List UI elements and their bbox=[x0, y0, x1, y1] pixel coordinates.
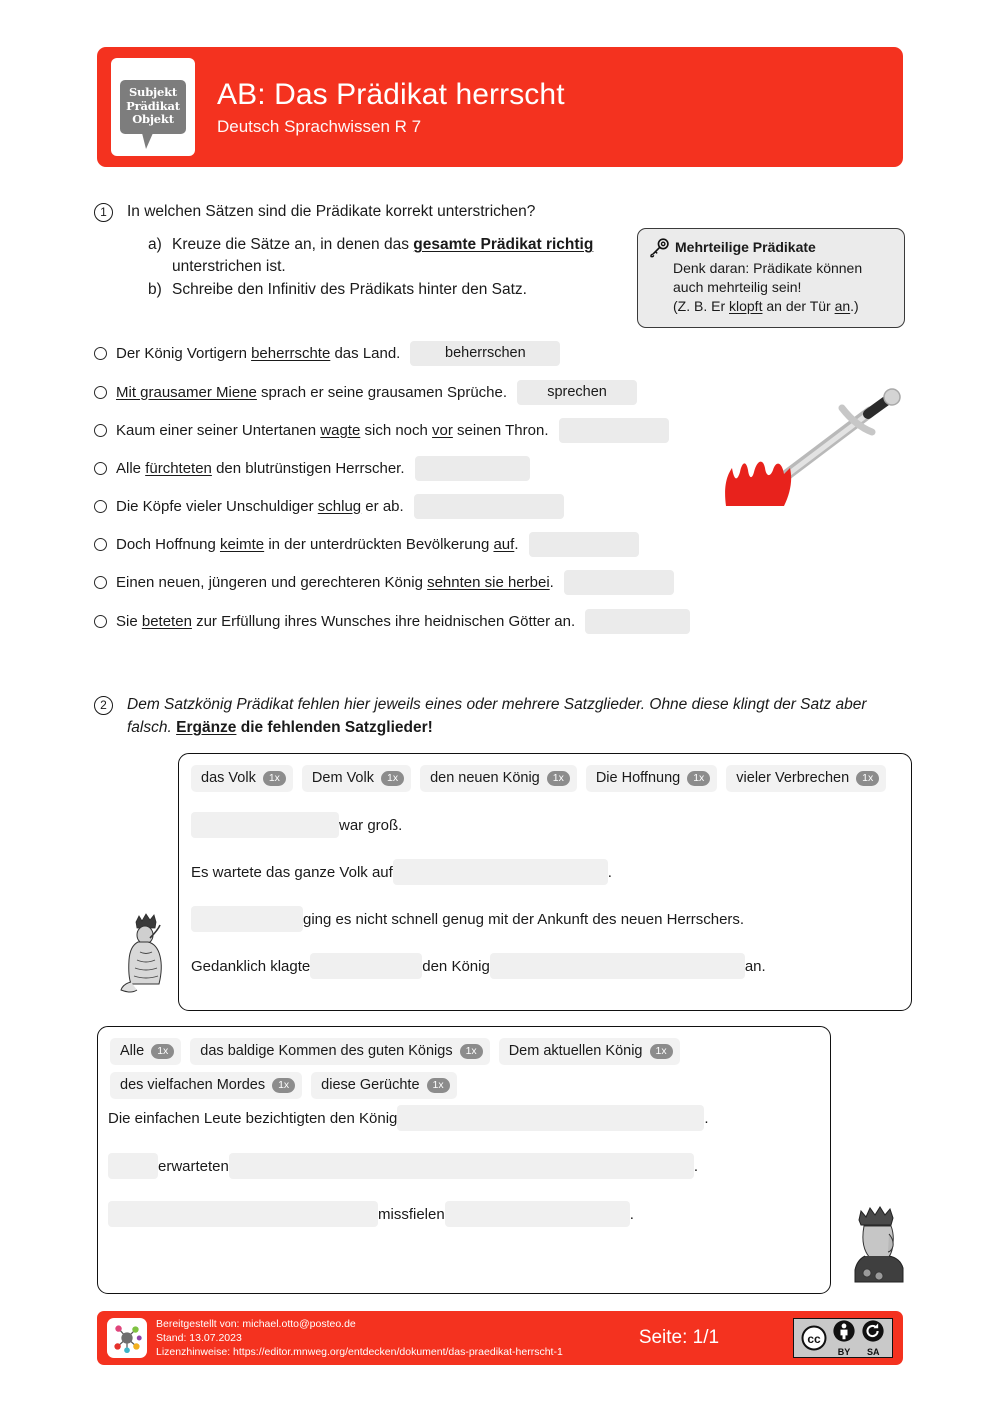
drop-target-gap[interactable] bbox=[393, 859, 608, 885]
speech-bubble-icon bbox=[120, 80, 186, 134]
kneeling-king-illustration bbox=[112, 908, 182, 1003]
hint-header bbox=[649, 238, 893, 258]
gap-sentence bbox=[191, 906, 744, 932]
word-chip[interactable] bbox=[420, 765, 577, 792]
sentence-row bbox=[94, 570, 674, 595]
gap-sentence-text: . bbox=[629, 1205, 634, 1223]
bloody-sword-illustration bbox=[718, 388, 908, 508]
svg-text:cc: cc bbox=[806, 1332, 821, 1346]
hint-l3-post: .) bbox=[850, 298, 859, 314]
word-chip[interactable] bbox=[302, 765, 411, 792]
infinitive-answer-field[interactable] bbox=[415, 456, 530, 481]
hint-l3-mid: an der Tür bbox=[762, 298, 835, 314]
task-1a-pre: Kreuze die Sätze an, in denen das bbox=[172, 236, 414, 253]
footer-page-number: Seite: 1/1 bbox=[638, 1327, 720, 1348]
footer-date: Stand: 13.07.2023 bbox=[156, 1332, 242, 1344]
word-chip-label: das baldige Kommen des guten Königs bbox=[200, 1043, 453, 1059]
word-chip-label: des vielfachen Mordes bbox=[120, 1077, 266, 1093]
word-chip-label: das Volk bbox=[201, 770, 256, 786]
sentence-row bbox=[94, 341, 560, 366]
infinitive-answer-field[interactable] bbox=[585, 609, 690, 634]
sentence-row bbox=[94, 532, 639, 557]
infinitive-answer-field[interactable] bbox=[564, 570, 674, 595]
share-alike-icon bbox=[861, 1319, 885, 1343]
hint-l3-u2: an bbox=[834, 298, 851, 314]
sentence-row bbox=[94, 380, 637, 405]
drop-target-gap[interactable] bbox=[229, 1153, 694, 1179]
gap-sentence bbox=[108, 1153, 698, 1179]
page-title: AB: Das Prädikat herrscht bbox=[217, 77, 565, 111]
word-chip-count: 1x bbox=[151, 1044, 174, 1059]
gap-sentence bbox=[191, 812, 402, 838]
sentence-text: Sie beteten zur Erfüllung ihres Wunsches ihre heidnischen Götter an. bbox=[116, 612, 576, 630]
sentence-checkbox[interactable] bbox=[94, 424, 107, 437]
hint-l3-pre: (Z. B. Er bbox=[673, 298, 729, 314]
sentence-row bbox=[94, 494, 564, 519]
gap-sentence-text: . bbox=[607, 863, 612, 881]
word-chip[interactable] bbox=[110, 1072, 302, 1099]
sentence-row bbox=[94, 456, 530, 481]
cc-icon bbox=[801, 1325, 827, 1351]
footer-license-link[interactable]: Lizenzhinweise: https://editor.mnweg.org/entdecken/dokument/das-praedikat-herrscht-1 bbox=[156, 1346, 563, 1358]
infinitive-answer-field[interactable] bbox=[414, 494, 564, 519]
task-1b-letter: b) bbox=[148, 281, 162, 298]
word-chip-label: Dem Volk bbox=[311, 770, 374, 786]
word-chip-count: 1x bbox=[427, 1078, 450, 1093]
hint-line-2: auch mehrteilig sein! bbox=[673, 279, 802, 295]
sentence-checkbox[interactable] bbox=[94, 386, 107, 399]
word-chip[interactable] bbox=[190, 1038, 489, 1065]
logo-tile bbox=[111, 58, 195, 156]
gap-sentence-text: war groß. bbox=[339, 816, 403, 834]
word-chip[interactable] bbox=[191, 765, 293, 792]
sentence-row bbox=[94, 418, 669, 443]
infinitive-answer-field[interactable]: beherrschen bbox=[410, 341, 560, 366]
king-bust-illustration bbox=[845, 1198, 913, 1284]
gap-sentence-text: erwarteten bbox=[158, 1157, 229, 1175]
drop-target-gap[interactable] bbox=[191, 812, 339, 838]
gap-sentence-text: den König bbox=[422, 957, 490, 975]
drop-box-1[interactable] bbox=[178, 753, 912, 1011]
task-1a-post: unterstrichen ist. bbox=[172, 258, 286, 275]
sentence-text: Die Köpfe vieler Unschuldiger schlug er ab. bbox=[116, 497, 404, 515]
logo-line-praedikat: Prädikat bbox=[126, 98, 180, 113]
hint-body bbox=[673, 259, 893, 316]
task-1a-letter: a) bbox=[148, 236, 162, 253]
task-2-text bbox=[127, 693, 902, 739]
cc-by-mark bbox=[832, 1319, 856, 1357]
hint-title: Mehrteilige Prädikate bbox=[675, 239, 816, 255]
sentence-row bbox=[94, 609, 690, 634]
gap-sentence bbox=[191, 859, 612, 885]
word-chip-count: 1x bbox=[460, 1044, 483, 1059]
task-2-bold-u: Ergänze bbox=[176, 719, 237, 736]
footer-credits bbox=[156, 1317, 563, 1359]
infinitive-answer-field[interactable]: sprechen bbox=[517, 380, 637, 405]
sentence-text: Der König Vortigern beherrschte das Land. bbox=[116, 344, 401, 362]
cc-by-label: BY bbox=[837, 1347, 851, 1357]
mnweg-logo bbox=[107, 1318, 147, 1358]
sentence-checkbox[interactable] bbox=[94, 347, 107, 360]
gap-sentence bbox=[108, 1201, 634, 1227]
cc-sa-mark bbox=[861, 1319, 885, 1357]
word-chip-count: 1x bbox=[687, 771, 710, 786]
gap-sentence-text: Es wartete das ganze Volk auf bbox=[191, 863, 393, 881]
task-1a-bold: gesamte Prädikat richtig bbox=[413, 236, 594, 253]
word-chip-count: 1x bbox=[381, 771, 404, 786]
person-icon bbox=[832, 1319, 856, 1343]
gap-sentence bbox=[108, 1105, 709, 1131]
word-chip-label: Alle bbox=[120, 1043, 145, 1059]
word-chip-label: Die Hoffnung bbox=[595, 770, 681, 786]
word-chip-count: 1x bbox=[272, 1078, 295, 1093]
cc-sa-label: SA bbox=[867, 1347, 880, 1357]
sentence-text: Einen neuen, jüngeren und gerechteren König sehnten sie herbei. bbox=[116, 573, 554, 591]
gap-sentence-text: . bbox=[704, 1109, 709, 1127]
word-chip-count: 1x bbox=[547, 771, 570, 786]
hint-l3-u1: klopft bbox=[729, 298, 763, 314]
task-1-question: In welchen Sätzen sind die Prädikate korrekt unterstrichen? bbox=[127, 203, 536, 220]
drop-target-gap[interactable] bbox=[108, 1201, 378, 1227]
page-header bbox=[97, 47, 903, 167]
gap-sentence-text: ging es nicht schnell genug mit der Ankunft des neuen Herrschers. bbox=[303, 910, 745, 928]
sentence-text: Kaum einer seiner Untertanen wagte sich noch vor seinen Thron. bbox=[116, 421, 549, 439]
word-chip-label: diese Gerüchte bbox=[321, 1077, 420, 1093]
drop-target-gap[interactable] bbox=[445, 1201, 630, 1227]
sentence-checkbox[interactable] bbox=[94, 576, 107, 589]
key-icon bbox=[649, 238, 671, 258]
hint-line-1: Denk daran: Prädikate können bbox=[673, 260, 863, 276]
word-chip-bank-2[interactable] bbox=[98, 1027, 830, 1099]
network-nodes-icon bbox=[111, 1322, 143, 1354]
drop-target-gap[interactable] bbox=[191, 906, 303, 932]
sentence-text: Alle fürchteten den blutrünstigen Herrscher. bbox=[116, 459, 405, 477]
sentence-text: Doch Hoffnung keimte in der unterdrückten Bevölkerung auf. bbox=[116, 535, 519, 553]
sentence-text: Mit grausamer Miene sprach er seine grausamen Sprüche. bbox=[116, 383, 508, 401]
gap-sentence-text: missfielen bbox=[378, 1205, 445, 1223]
drop-target-gap[interactable] bbox=[310, 953, 422, 979]
drop-box-2[interactable] bbox=[97, 1026, 831, 1294]
word-chip-label: den neuen König bbox=[430, 770, 540, 786]
task-1a-text bbox=[172, 234, 602, 278]
gap-sentence-text: . bbox=[693, 1157, 699, 1175]
footer-provided-by: Bereitgestellt von: michael.otto@posteo.de bbox=[156, 1318, 356, 1330]
logo-line-subjekt: Subjekt bbox=[128, 85, 178, 100]
task-1-number: 1 bbox=[94, 203, 113, 222]
task-2-pre: Dem Satzkönig Prädikat fehlen hier jeweils eines oder mehrere Satzglieder. Ohne diese klingt der Satz aber falsch. bbox=[127, 696, 867, 736]
word-chip[interactable] bbox=[586, 765, 717, 792]
gap-sentence-text: Die einfachen Leute bezichtigten den König bbox=[108, 1109, 398, 1127]
hint-box bbox=[637, 228, 905, 328]
header-text-group bbox=[217, 77, 565, 138]
word-chip[interactable] bbox=[499, 1038, 680, 1065]
task-2-number: 2 bbox=[94, 696, 113, 715]
word-chip-count: 1x bbox=[650, 1044, 673, 1059]
hint-line-3 bbox=[673, 297, 893, 316]
sentence-checkbox[interactable] bbox=[94, 615, 107, 628]
gap-sentence bbox=[191, 953, 766, 979]
infinitive-answer-field[interactable] bbox=[559, 418, 669, 443]
infinitive-answer-field[interactable] bbox=[529, 532, 639, 557]
word-chip-label: Dem aktuellen König bbox=[508, 1043, 643, 1059]
drop-target-gap[interactable] bbox=[108, 1153, 158, 1179]
task-2-bold: die fehlenden Satzglieder! bbox=[236, 719, 433, 736]
page-subtitle: Deutsch Sprachwissen R 7 bbox=[217, 116, 422, 136]
sentence-checkbox[interactable] bbox=[94, 462, 107, 475]
word-chip-bank-1[interactable] bbox=[179, 754, 911, 792]
creative-commons-badge bbox=[793, 1318, 893, 1358]
word-chip-count: 1x bbox=[856, 771, 879, 786]
drop-target-gap[interactable] bbox=[397, 1105, 704, 1131]
logo-line-objekt: Objekt bbox=[132, 112, 174, 127]
word-chip-count: 1x bbox=[263, 771, 286, 786]
task-1b-text: Schreibe den Infinitiv des Prädikats hinter den Satz. bbox=[172, 281, 527, 298]
sentence-checkbox[interactable] bbox=[94, 500, 107, 513]
word-chip[interactable] bbox=[110, 1038, 181, 1065]
gap-sentence-text: Gedanklich klagte bbox=[191, 957, 311, 975]
drop-target-gap[interactable] bbox=[490, 953, 745, 979]
sentence-checkbox[interactable] bbox=[94, 538, 107, 551]
word-chip-label: vieler Verbrechen bbox=[736, 770, 850, 786]
page-footer bbox=[97, 1311, 903, 1365]
word-chip[interactable] bbox=[311, 1072, 456, 1099]
word-chip[interactable] bbox=[726, 765, 886, 792]
gap-sentence-text: an. bbox=[744, 957, 766, 975]
